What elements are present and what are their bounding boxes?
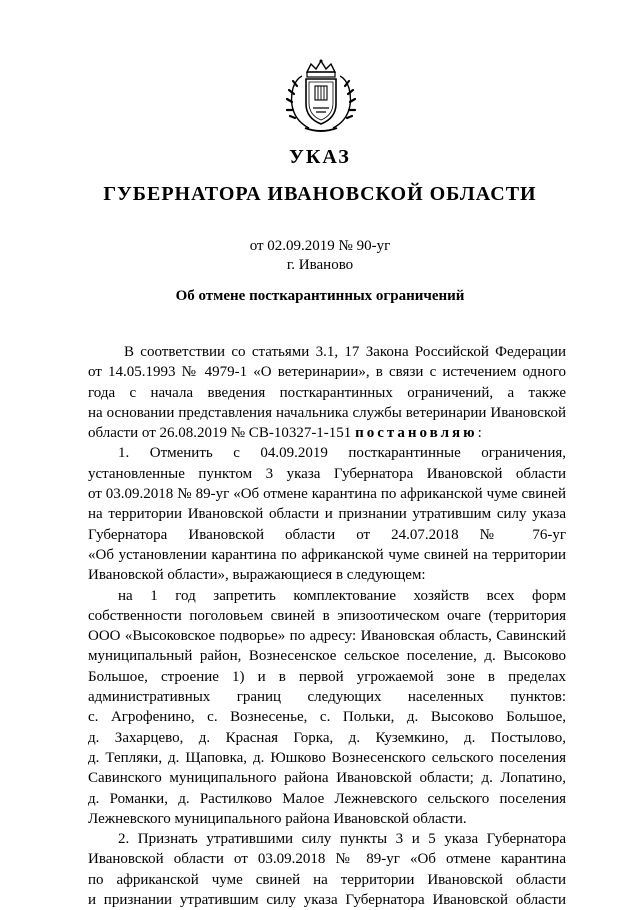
body-line [88, 423, 566, 443]
body-line: «Об установлении карантина по африканской чуме свиней на территории [88, 546, 566, 563]
body-line: В соответствии со статьями 3.1, 17 Закона Российской Федерации [124, 344, 566, 360]
body-line: административных границ следующих населенных пунктов: [88, 689, 566, 706]
body-line: Большое, строение 1) и в первой угрожаемой зоне в пределах [88, 668, 566, 685]
document-type-title: УКАЗ [289, 146, 351, 168]
body-line: с. Агрофенино, с. Вознесенье, с. Польки, д. Высоково Большое, [88, 709, 566, 726]
document-body [88, 342, 566, 910]
body-line: на основании представления начальника службы ветеринарии Ивановской [88, 404, 566, 421]
body-line: Ивановской области», выражающиеся в следующем: [88, 567, 426, 584]
ivanovo-coat-of-arms-icon [283, 58, 359, 134]
body-line: муниципальный район, Вознесенское сельское поселение, д. Высоково [88, 648, 566, 665]
body-line: по африканской чуме свиней на территории Ивановской области [88, 871, 566, 888]
body-line: года с начала введения посткарантинных ограничений, а также [88, 384, 566, 401]
body-line: Лежневского муниципального района Ивановской области. [88, 810, 467, 827]
date-number-line: от 02.09.2019 № 90-уг [249, 238, 391, 254]
body-line: д. Романки, д. Растилково Малое Лежневского сельского поселения [88, 790, 566, 807]
body-line: 2. Признать утратившими силу пункты 3 и 5 указа Губернатора [118, 831, 566, 848]
body-line: д. Тепляки, д. Щаповка, д. Юшково Вознесенского сельского поселения [88, 749, 566, 766]
body-line: от 03.09.2018 № 89-уг «Об отмене карантина по африканской чуме свиней [88, 486, 566, 503]
document-subject-title: Об отмене посткарантинных ограничений [175, 288, 465, 304]
body-line: установленные пунктом 3 указа Губернатора Ивановской области [88, 465, 566, 482]
decree-keyword: постановляю [355, 425, 478, 442]
body-line: Ивановской области от 03.09.2018 № 89-уг «Об отмене карантина [88, 851, 566, 868]
issuer-title: ГУБЕРНАТОРА ИВАНОВСКОЙ ОБЛАСТИ [103, 183, 537, 205]
body-line: собственности поголовьем свиней в эпизоотическом очаге (территория [88, 607, 566, 624]
body-line: на 1 год запретить комплектование хозяйств всех форм [118, 587, 566, 604]
body-line: ООО «Высоковское подворье» по адресу: Ивановская область, Савинский [88, 628, 566, 645]
decree-colon: : [477, 425, 482, 442]
body-line: 1. Отменить с 04.09.2019 посткарантинные ограничения, [118, 445, 566, 462]
body-line: и признании утратившим силу указа Губернатора Ивановской области [88, 892, 566, 909]
body-line: Савинского муниципального района Ивановской области; д. Лопатино, [88, 770, 566, 787]
body-line: Губернатора Ивановской области от 24.07.2018 № 76-уг [88, 526, 566, 543]
body-line: на территории Ивановской области и признании утратившим силу указа [88, 506, 566, 523]
body-line: от 14.05.1993 № 4979-1 «О ветеринарии», в связи с истечением одного [88, 364, 566, 381]
body-line: д. Захарцево, д. Красная Горка, д. Куземкино, д. Постылово, [88, 729, 566, 746]
body-line-text: области от 26.08.2019 № СВ-10327-1-151 [88, 425, 352, 442]
city-line: г. Иваново [286, 257, 354, 273]
